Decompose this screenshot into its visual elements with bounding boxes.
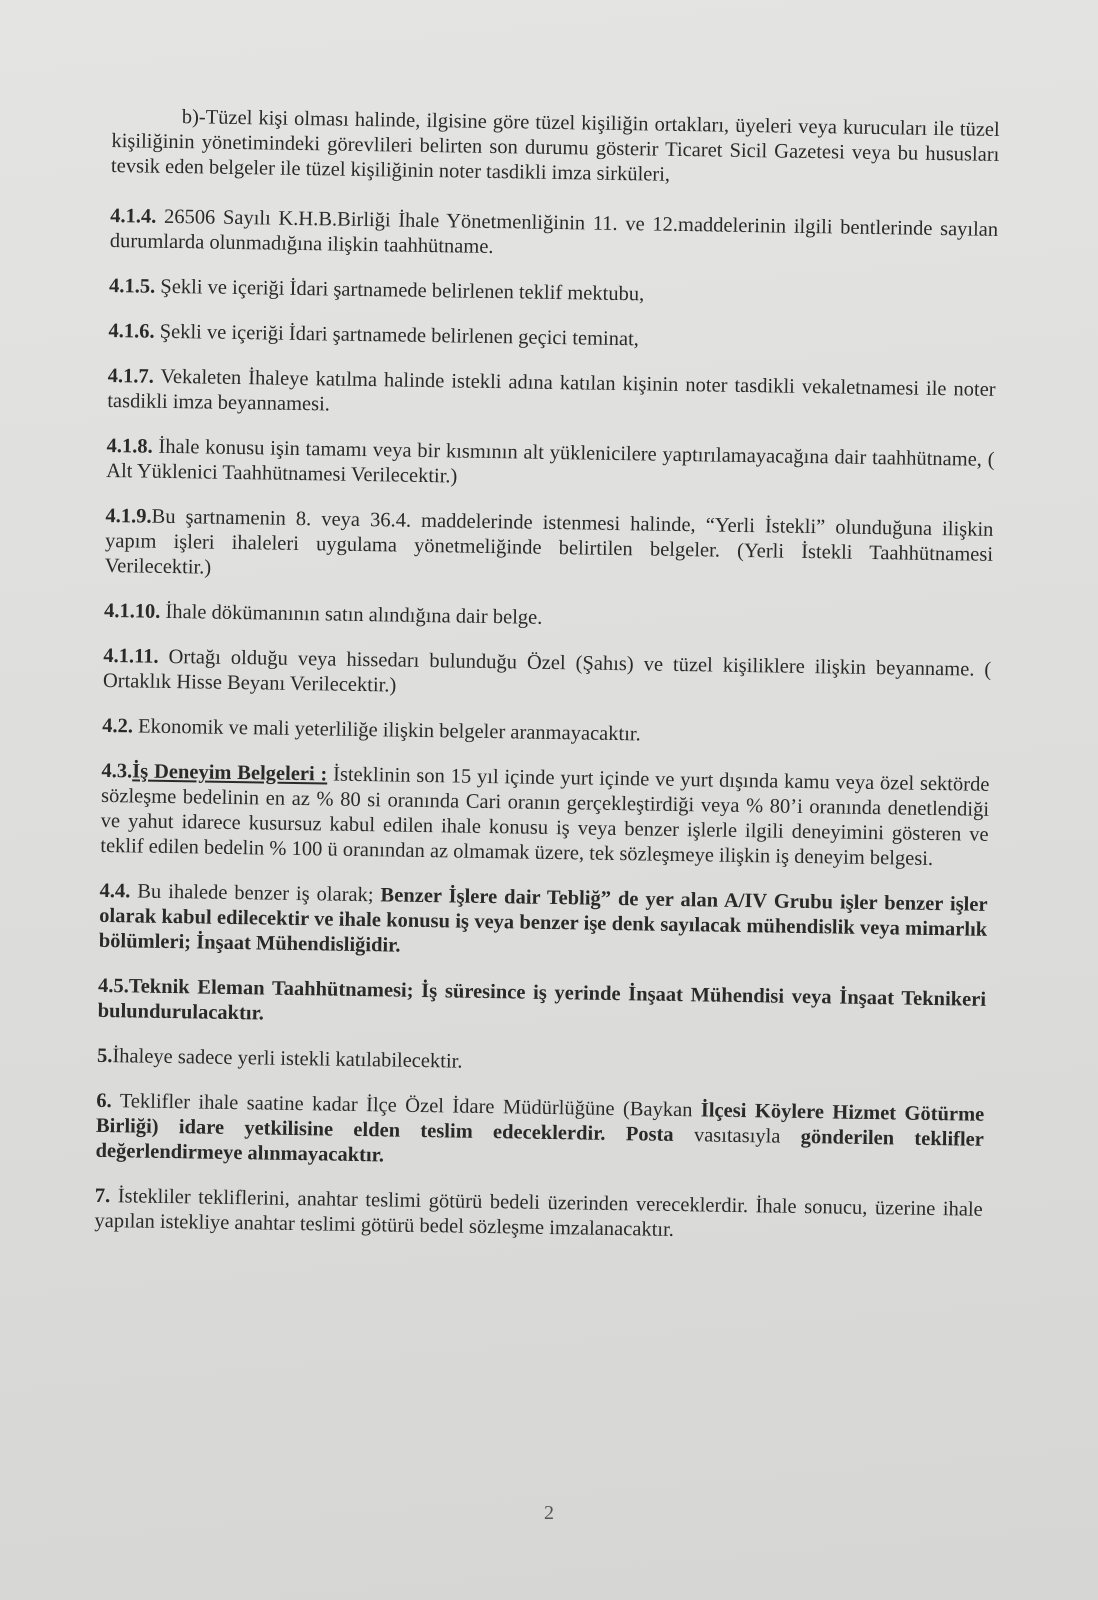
clause-number: 4.1.6. [108,319,155,343]
clause-number: 4.1.7. [107,364,155,388]
clause-number: 4.3. [101,759,133,783]
paragraph-4-1-4 [110,204,999,268]
clause-bold-text: Benzer İşlere dair Tebliğ” de yer alan A/IV Grubu işler benzer işler olarak kabul edilecektir ve ihale konusu iş veya benzer işe denk sayılacak mühendislik veya mimarlık bölümleri; İnşaat Mühendisliğidir. [98,884,988,957]
clause-text: İhale konusu işin tamamı veya bir kısmının alt yüklenicilere yaptırılamayacağına dair taahhütname, ( Alt Yüklenici Taahhütnamesi Verilecektir.) [106,435,995,488]
clause-text: İhale dökümanının satın alındığına dair belge. [160,600,543,629]
clause-text: Bu şartnamenin 8. veya 36.4. maddelerinde istenmesi halinde, “Yerli İstekli” olunduğuna ilişkin yapım işleri ihaleleri uygulama yönetmeliğinde belirtilen belgeler. (Yerli İstekli Taahhütnamesi Verilecektir.) [104,505,994,579]
document-body [94,104,1000,1248]
paragraph-4-3 [100,759,989,873]
clause-text: İstekliler tekliflerini, anahtar teslimi götürü bedeli üzerinden vereceklerdir. İhale sonucu, üzerine ihale yapılan istekliye anahtar teslimi götürü bedel sözleşme imzalanacaktır. [94,1185,983,1241]
clause-number: 4.1.5. [108,274,156,298]
paragraph-6 [95,1089,984,1178]
clause-bold-text: 4.5.Teknik Eleman Taahhütnamesi; İş süresince iş yerinde İnşaat Mühendisi veya İnşaat Teknikeri bulundurulacaktır. [97,974,987,1025]
clause-text: 26506 Sayılı K.H.B.Birliği İhale Yönetmenliğinin 11. ve 12.maddelerinin ilgili bentlerinde sayılan durumlarda olunmadığına ilişkin taahhütname. [109,205,999,259]
paragraph-4-1-9 [105,504,994,593]
clause-number: 4.1.10. [103,599,161,623]
clause-number: 7. [94,1184,111,1208]
clause-number: 4.4. [99,879,131,903]
clause-text: Vekaleten İhaleye katılma halinde istekli adına katılan kişinin noter tasdikli vekaletnamesi ile noter tasdikli imza beyannamesi. [107,365,996,416]
paragraph-4-1-6 [108,319,996,358]
paragraph-5 [97,1044,985,1083]
clause-heading: İş Deneyim Belgeleri : [132,760,328,786]
clause-number: 4.1.4. [110,204,157,228]
paragraph-4-1-7 [107,364,996,428]
paragraph-4-1-10 [104,599,992,638]
clause-text: Ortağı olduğu veya hissedarı bulunduğu Özel (Şahıs) ve tüzel kişiliklere ilişkin beyanname. ( Ortaklık Hisse Beyanı Verilecektir.) [102,645,992,697]
paragraph-4-4 [99,879,988,968]
clause-text: İhaleye sadece yerli istekli katılabilecektir. [112,1045,463,1073]
paragraph-4-5 [98,974,987,1038]
paragraph-4-1-8 [106,434,995,498]
clause-number: 4.1.9. [105,504,152,528]
paragraph-4-1-5 [109,274,997,313]
paragraph-b: b)-Tüzel kişi olması halinde, ilgisine göre tüzel kişiliğin ortakları, üyeleri veya kurucuları ile tüzel kişiliğinin yönetimindeki görevlileri belirten son durumu gösterir Ticaret Sicil Gazetesi veya bu hususları tevsik eden belgeler ile tüzel kişiliğinin noter tasdikli imza sirküleri, [110,106,1000,186]
clause-number: 4.1.8. [106,434,153,458]
clause-bold-text: İlçesi Köylere Hizmet Götürme Birliği) idare yetkilisine elden teslim edeceklerdir. Posta [95,1099,985,1146]
clause-text: Şekli ve içeriği İdari şartnamede belirlenen teklif mektubu, [155,275,645,306]
clause-text: Teklifler ihale saatine kadar İlçe Özel İdare Müdürlüğüne (Baykan [111,1090,702,1122]
clause-text: İsteklinin son 15 yıl içinde yurt içinde ve yurt dışında kamu veya özel sektörde sözleşme bedelinin en az % 80 si oranında Cari oranın gerçekleştirdiği veya % 80’i oranında denetlendiği ve yahut idarece kusursuz kabul edilen ihale konusu iş veya benzer işlerle ilgili deneyimini gösteren ve teklif edilen bedelin % 100 ü oranından az olmamak üzere, tek sözleşmeye ilişkin iş deneyim belgesi. [100,763,990,870]
paragraph-4-2 [102,714,990,753]
clause-number: 4.2. [102,714,134,738]
page-number: 2 [544,1502,554,1524]
clause-text: Bu ihalede benzer iş olarak; [130,880,381,907]
clause-number: 6. [96,1089,112,1113]
clause-text: Ekonomik ve mali yeterliliğe ilişkin belgeler aranmayacaktır. [132,715,641,746]
clause-text: vasıtasıyla [673,1123,801,1148]
paragraph-7 [94,1184,983,1248]
clause-bold-text: gönderilen teklifler değerlendirmeye alınmayacaktır. [95,1125,985,1167]
clause-number: 4.1.11. [103,644,159,668]
paragraph-4-1-11 [103,644,992,708]
clause-text: Şekli ve içeriği İdari şartnamede belirlenen geçici teminat, [154,320,640,351]
clause-number: 5. [96,1044,113,1068]
